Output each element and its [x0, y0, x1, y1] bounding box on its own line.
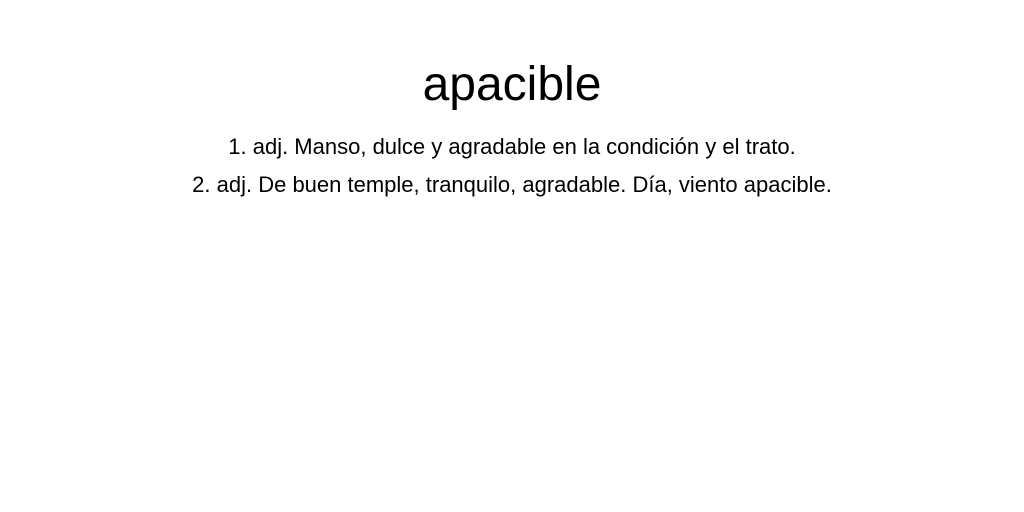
definition-list	[0, 128, 1024, 204]
headword: apacible	[422, 58, 602, 111]
definition-2: 2. adj. De buen temple, tranquilo, agradable. Día, viento apacible.	[192, 172, 832, 197]
definition-1: 1. adj. Manso, dulce y agradable en la condición y el trato.	[228, 134, 796, 159]
